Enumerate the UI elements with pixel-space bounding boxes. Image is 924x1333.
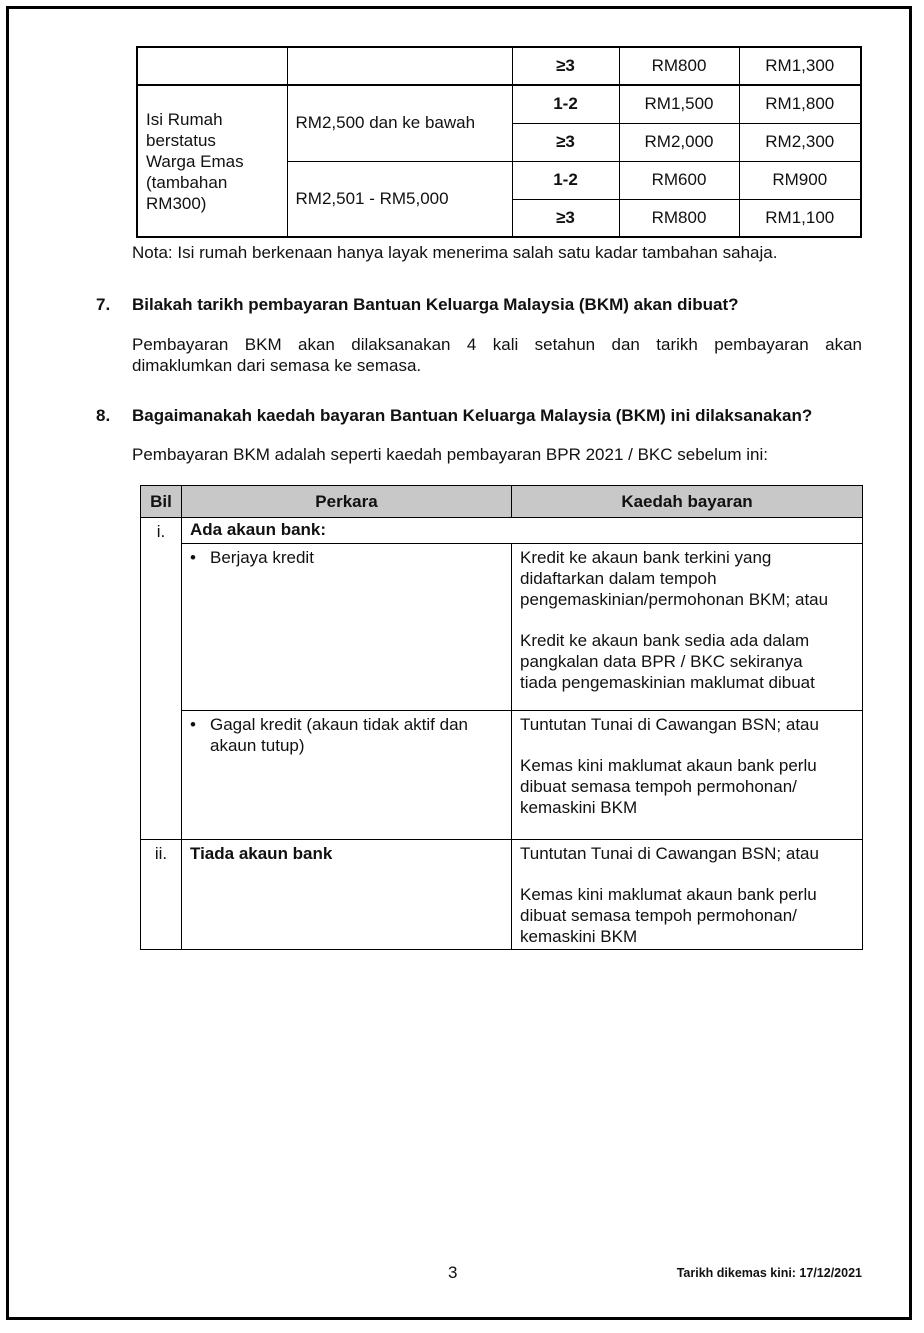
list-item (190, 714, 503, 756)
question-title: Bagaimanakah kaedah bayaran Bantuan Keluarga Malaysia (BKM) ini dilaksanakan? (132, 406, 813, 425)
income-table (136, 46, 862, 238)
column-header-bil: Bil (141, 486, 182, 518)
answer-7-line-2: dimaklumkan dari semasa ke semasa. (132, 356, 422, 375)
section-title: Ada akaun bank: (182, 518, 863, 544)
income-range-cell: RM2,500 dan ke bawah (287, 85, 512, 161)
payment-method-table (140, 485, 863, 950)
list-item (190, 547, 503, 568)
method-line: Kredit ke akaun bank terkini yang (520, 548, 772, 567)
household-size-cell: ≥3 (512, 199, 619, 237)
method-line: Kemas kini maklumat akaun bank perlu (520, 756, 817, 775)
household-category-cell (137, 85, 287, 237)
kaedah-cell (512, 840, 863, 950)
kaedah-cell (512, 544, 863, 711)
method-line: didaftarkan dalam tempoh (520, 569, 717, 588)
category-line: Isi Rumah (146, 109, 223, 129)
answer-8: Pembayaran BKM adalah seperti kaedah pembayaran BPR 2021 / BKC sebelum ini: (132, 445, 768, 464)
amount-cell: RM1,500 (619, 85, 739, 123)
table-row (137, 47, 861, 85)
table-row (141, 518, 863, 544)
section-title: Tiada akaun bank (182, 840, 512, 950)
table-cell (137, 47, 287, 85)
spacer (520, 735, 854, 755)
category-line: (tambahan (146, 172, 228, 192)
page-number: 3 (448, 1263, 458, 1282)
method-line: dibuat semasa tempoh permohonan/ (520, 777, 797, 796)
table-cell (287, 47, 512, 85)
method-line: Tuntutan Tunai di Cawangan BSN; atau (520, 844, 819, 863)
item-label (210, 714, 468, 756)
table-header-row (141, 486, 863, 518)
perkara-cell (182, 544, 512, 711)
household-size-cell: ≥3 (512, 47, 619, 85)
question-number: 7. (96, 295, 111, 314)
amount-cell: RM1,300 (739, 47, 861, 85)
category-line: Warga Emas (146, 151, 244, 171)
item-line: Gagal kredit (akaun tidak aktif dan (210, 715, 468, 734)
amount-cell: RM1,100 (739, 199, 861, 237)
spacer (520, 610, 854, 630)
income-range-cell: RM2,501 - RM5,000 (287, 161, 512, 237)
method-line: kemaskini BKM (520, 798, 638, 817)
perkara-cell (182, 711, 512, 840)
amount-cell: RM800 (619, 199, 739, 237)
table-row (141, 711, 863, 840)
household-size-cell: 1-2 (512, 161, 619, 199)
method-line: kemaskini BKM (520, 927, 638, 946)
method-line: tiada pengemaskinian maklumat dibuat (520, 673, 815, 692)
table-note: Nota: Isi rumah berkenaan hanya layak menerima salah satu kadar tambahan sahaja. (132, 243, 778, 262)
amount-cell: RM900 (739, 161, 861, 199)
amount-cell: RM800 (619, 47, 739, 85)
kaedah-cell (512, 711, 863, 840)
method-line: pangkalan data BPR / BKC sekiranya (520, 652, 803, 671)
amount-cell: RM2,300 (739, 123, 861, 161)
row-number: i. (141, 518, 182, 840)
household-size-cell: 1-2 (512, 85, 619, 123)
bullet-icon: • (190, 548, 196, 567)
amount-cell: RM1,800 (739, 85, 861, 123)
bullet-icon: • (190, 715, 196, 734)
item-line: akaun tutup) (210, 736, 305, 755)
method-line: Kredit ke akaun bank sedia ada dalam (520, 631, 810, 650)
item-label: Berjaya kredit (210, 548, 314, 567)
question-title: Bilakah tarikh pembayaran Bantuan Keluarga Malaysia (BKM) akan dibuat? (132, 295, 739, 314)
method-line: Tuntutan Tunai di Cawangan BSN; atau (520, 715, 819, 734)
row-number: ii. (141, 840, 182, 950)
amount-cell: RM600 (619, 161, 739, 199)
category-line: RM300) (146, 193, 207, 213)
household-size-cell: ≥3 (512, 123, 619, 161)
column-header-perkara: Perkara (182, 486, 512, 518)
last-updated-date: Tarikh dikemas kini: 17/12/2021 (676, 1266, 862, 1280)
question-number: 8. (96, 406, 111, 425)
spacer (520, 864, 854, 884)
table-row (141, 840, 863, 950)
column-header-kaedah: Kaedah bayaran (512, 486, 863, 518)
method-line: Kemas kini maklumat akaun bank perlu (520, 885, 817, 904)
method-line: pengemaskinian/permohonan BKM; atau (520, 590, 829, 609)
table-row (137, 85, 861, 123)
table-row (141, 544, 863, 711)
answer-7-line-1: Pembayaran BKM akan dilaksanakan 4 kali setahun dan tarikh pembayaran akan (132, 335, 862, 354)
category-line: berstatus (146, 130, 216, 150)
amount-cell: RM2,000 (619, 123, 739, 161)
method-line: dibuat semasa tempoh permohonan/ (520, 906, 797, 925)
